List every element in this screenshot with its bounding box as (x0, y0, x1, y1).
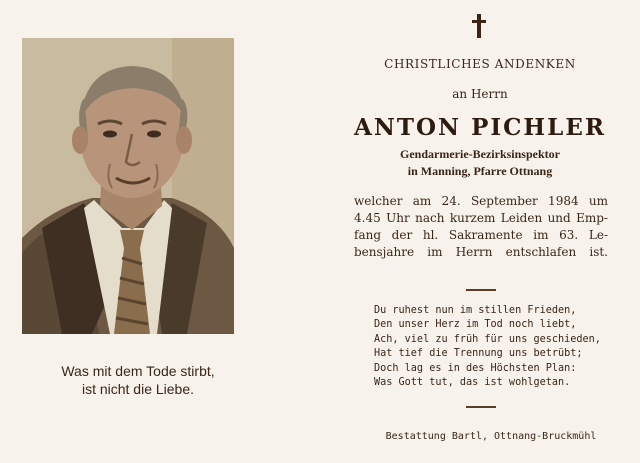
heading-christliches-andenken: CHRISTLICHES ANDENKEN (384, 57, 576, 71)
portrait-photo (22, 38, 234, 334)
portrait-illustration (22, 38, 234, 334)
death-notice-line: 4.45 Uhr nach kurzem Leiden und Emp- (354, 211, 608, 225)
divider (466, 406, 496, 408)
poem-line: Ach, viel zu früh für uns geschieden, (374, 333, 601, 345)
latin-cross-icon (472, 14, 486, 38)
death-notice-line: fang der hl. Sakramente im 63. Le- (354, 228, 608, 242)
rank-line: Gendarmerie-Bezirksinspektor (400, 147, 560, 161)
poem-line: Was Gott tut, das ist wohlgetan. (374, 377, 571, 389)
death-notice (354, 193, 608, 261)
memorial-quote (22, 362, 254, 398)
deceased-name: ANTON PICHLER (354, 114, 606, 141)
quote-line: ist nicht die Liebe. (81, 381, 195, 397)
deceased-rank (340, 146, 620, 180)
rank-line: in Manning, Pfarre Ottnang (407, 164, 553, 178)
funeral-home: Bestattung Bartl, Ottnang-Bruckmühl (385, 431, 597, 442)
poem-line: Du ruhest nun im stillen Frieden, (374, 305, 577, 316)
poem-line: Hat tief die Trennung uns betrübt; (374, 348, 583, 360)
divider (466, 289, 496, 291)
poem-line: Doch lag es in des Höchsten Plan: (374, 362, 577, 374)
quote-line: Was mit dem Tode stirbt, (61, 363, 215, 379)
death-notice-line: bensjahre im Herrn entschlafen ist. (354, 245, 608, 259)
memorial-poem (374, 304, 604, 390)
poem-line: Den unser Herz im Tod noch liebt, (374, 319, 577, 331)
death-notice-line: welcher am 24. September 1984 um (354, 194, 608, 208)
heading-an-herrn: an Herrn (452, 87, 508, 101)
